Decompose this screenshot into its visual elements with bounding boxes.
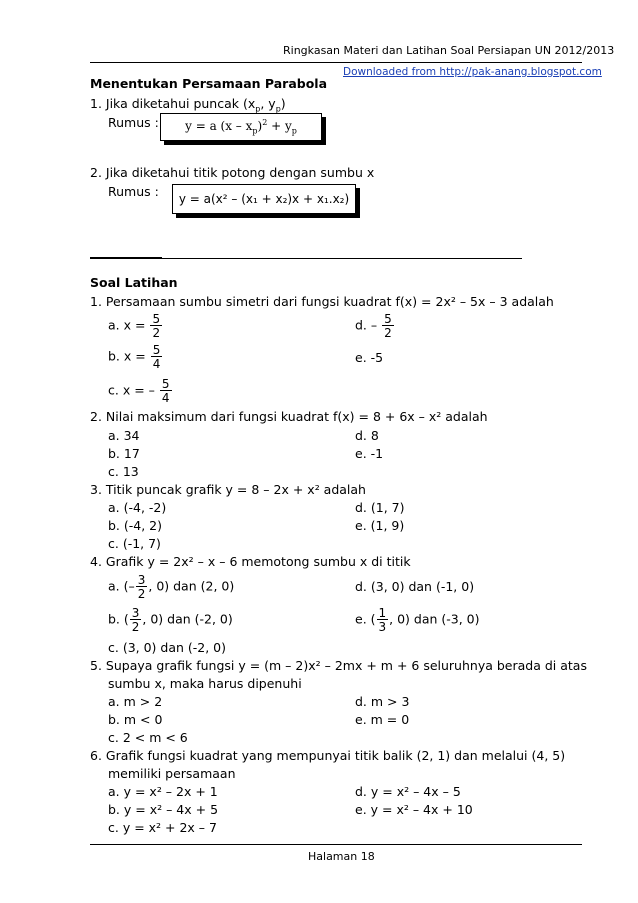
q2-option-c: c. 13: [108, 464, 139, 479]
q6-option-e: e. y = x² – 4x + 10: [355, 802, 473, 817]
q6-stem-line1: 6. Grafik fungsi kuadrat yang mempunyai titik balik (2, 1) dan melalui (4, 5): [90, 748, 566, 763]
q3-stem: 3. Titik puncak grafik y = 8 – 2x + x² adalah: [90, 482, 366, 497]
page-number: Halaman 18: [308, 850, 375, 863]
q5-option-a: a. m > 2: [108, 694, 163, 709]
item-2-text: 2. Jika diketahui titik potong dengan sumbu x: [90, 165, 375, 180]
q5-stem-line1: 5. Supaya grafik fungsi y = (m – 2)x² – 2mx + m + 6 seluruhnya berada di atas: [90, 658, 587, 673]
formula-vertex: y = a $(x - x_p)^2 + y_p$: [185, 118, 297, 136]
q2-option-b: b. 17: [108, 446, 140, 461]
item-1-text: 1. Jika diketahui puncak ($x_p$, $y_p$): [90, 96, 286, 114]
formula-box-2: [172, 184, 356, 214]
q5-option-c: c. 2 < m < 6: [108, 730, 188, 745]
formula-roots: y = a(x² – (x₁ + x₂)x + x₁.x₂): [178, 192, 350, 206]
footer-rule: [90, 844, 582, 845]
q3-option-a: a. (-4, -2): [108, 500, 167, 515]
download-link[interactable]: Downloaded from http://pak-anang.blogspot.com: [343, 66, 602, 78]
q3-option-e: e. (1, 9): [355, 518, 405, 533]
q3-option-b: b. (-4, 2): [108, 518, 162, 533]
q5-stem-line2: sumbu x, maka harus dipenuhi: [108, 676, 302, 691]
q4-stem: 4. Grafik y = 2x² – x – 6 memotong sumbu x di titik: [90, 554, 411, 569]
q1-option-b: b. x = $\frac{5}{4}$: [108, 343, 161, 371]
running-header: Ringkasan Materi dan Latihan Soal Persiapan UN 2012/2013: [283, 44, 615, 57]
q1-option-e: e. -5: [355, 350, 384, 365]
q2-stem: 2. Nilai maksimum dari fungsi kuadrat f(x) = 8 + 6x – x² adalah: [90, 409, 488, 424]
q6-option-c: c. y = x² + 2x – 7: [108, 820, 217, 835]
q6-option-d: d. y = x² – 4x – 5: [355, 784, 461, 799]
q3-option-d: d. (1, 7): [355, 500, 405, 515]
q1-option-a: a. x = $\frac{5}{2}$: [108, 312, 161, 340]
section-title-latihan: Soal Latihan: [90, 275, 178, 290]
q2-option-a: a. 34: [108, 428, 140, 443]
rumus-label-1: Rumus :: [108, 115, 159, 130]
formula-box-1: [160, 113, 322, 141]
q6-option-a: a. y = x² – 2x + 1: [108, 784, 218, 799]
q4-option-b: b. ( $\frac{3}{2}$ , 0) dan (-2, 0): [108, 606, 233, 634]
rumus-label-2: Rumus :: [108, 184, 159, 199]
q6-option-b: b. y = x² – 4x + 5: [108, 802, 219, 817]
q3-option-c: c. (-1, 7): [108, 536, 161, 551]
section-title-parabola: Menentukan Persamaan Parabola: [90, 76, 328, 91]
q4-option-c: c. (3, 0) dan (-2, 0): [108, 640, 227, 655]
q6-stem-line2: memiliki persamaan: [108, 766, 236, 781]
q5-option-b: b. m < 0: [108, 712, 163, 727]
q5-option-e: e. m = 0: [355, 712, 410, 727]
section-divider-thin: [162, 258, 522, 259]
q5-option-d: d. m > 3: [355, 694, 410, 709]
q1-option-c: c. x = – $\frac{5}{4}$: [108, 377, 170, 405]
q4-option-d: d. (3, 0) dan (-1, 0): [355, 579, 475, 594]
section-divider-thick: [90, 257, 162, 259]
header-rule: [90, 62, 582, 63]
q2-option-d: d. 8: [355, 428, 379, 443]
q4-option-e: e. ( $\frac{1}{3}$ , 0) dan (-3, 0): [355, 606, 480, 634]
q1-option-d: d. – $\frac{5}{2}$: [355, 312, 392, 340]
q4-option-a: a. (– $\frac{3}{2}$ , 0) dan (2, 0): [108, 573, 235, 601]
q2-option-e: e. -1: [355, 446, 384, 461]
q1-stem: 1. Persamaan sumbu simetri dari fungsi kuadrat f(x) = 2x² – 5x – 3 adalah: [90, 294, 554, 309]
